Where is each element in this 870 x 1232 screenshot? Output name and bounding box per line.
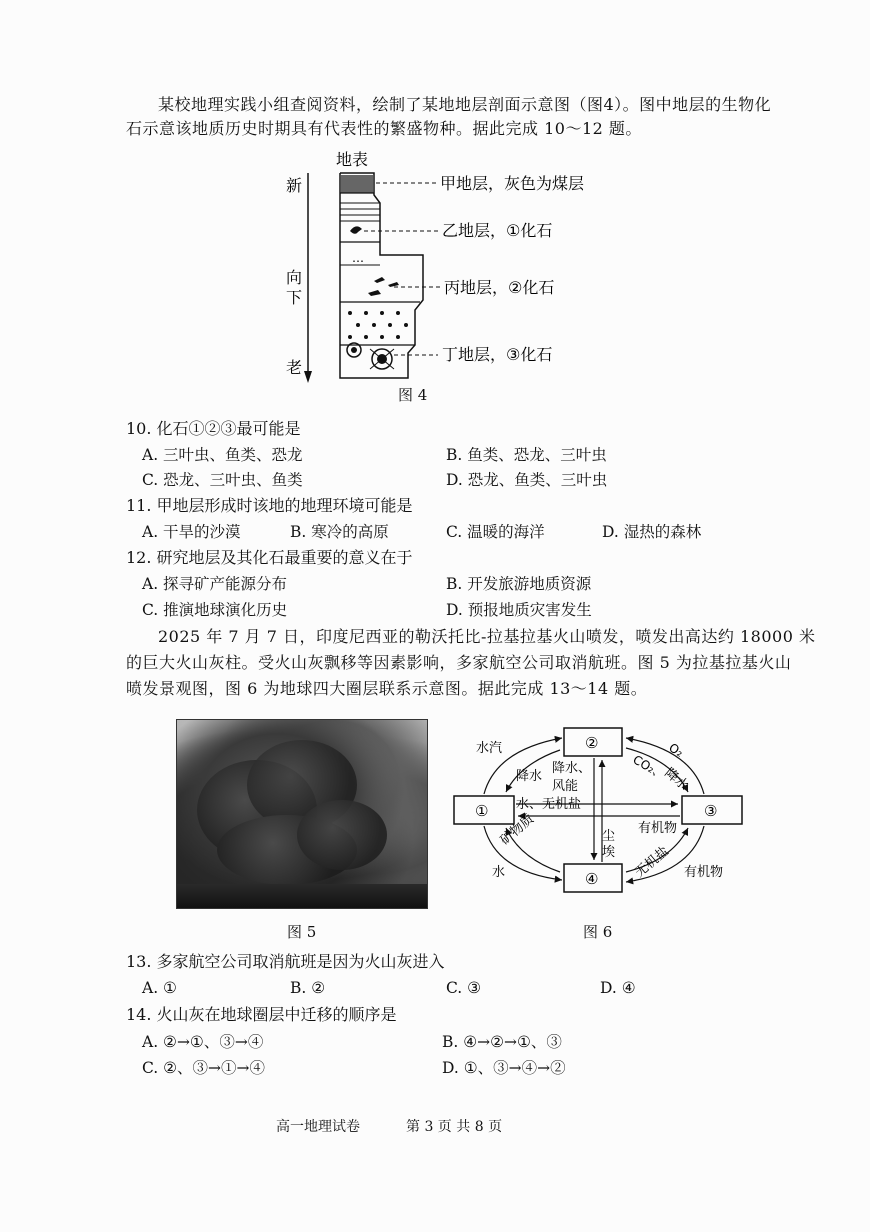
label-organic-bottom: 有机物 xyxy=(684,865,724,880)
box-2-label: ② xyxy=(585,734,599,752)
intro2-line-2: 的巨大火山灰柱。受火山灰飘移等因素影响，多家航空公司取消航班。图 5 为拉基拉基火山 xyxy=(126,653,792,672)
layer-b-label: 乙地层，①化石 xyxy=(442,221,553,240)
layer-a-label: 甲地层，灰色为煤层 xyxy=(440,174,585,193)
footer-exam-title: 高一地理试卷 xyxy=(276,1119,360,1135)
box-1-label: ① xyxy=(475,802,489,820)
intro2-line-3: 喷发景观图，图 6 为地球四大圈层联系示意图。据此完成 13～14 题。 xyxy=(126,679,648,698)
q11-stem: 11. 甲地层形成时该地的地理环境可能是 xyxy=(126,496,413,515)
figure-4-caption: 图 4 xyxy=(398,386,428,404)
figure-6-caption: 图 6 xyxy=(583,923,613,941)
intro2-line-1: 2025 年 7 月 7 日，印度尼西亚的勒沃托比-拉基拉基火山喷发，喷发出高达约 18000 米 xyxy=(158,627,816,646)
label-dust-2: 埃 xyxy=(602,845,616,860)
q10-stem: 10. 化石①②③最可能是 xyxy=(126,419,301,438)
surface-label: 地表 xyxy=(336,150,369,169)
figure-6-spheres-diagram xyxy=(446,718,762,918)
label-mineral: 矿物质 xyxy=(497,811,538,849)
q14-stem: 14. 火山灰在地球圈层中迁移的顺序是 xyxy=(126,1005,397,1024)
label-water-bottom: 水 xyxy=(492,865,506,880)
q11-option-a[interactable]: A. 干旱的沙漠 xyxy=(142,523,241,541)
label-water-salt: 水、无机盐 xyxy=(516,797,582,812)
label-organic-mid: 有机物 xyxy=(638,821,678,836)
q12-option-a[interactable]: A. 探寻矿产能源分布 xyxy=(142,575,288,593)
q14-option-d[interactable]: D. ①、③→④→② xyxy=(442,1059,566,1077)
q11-option-c[interactable]: C. 温暖的海洋 xyxy=(446,523,545,541)
fossil-2-icon-a xyxy=(374,277,385,283)
label-dust-1: 尘 xyxy=(602,829,616,844)
fossil-1-icon xyxy=(350,226,362,233)
q11-option-d[interactable]: D. 湿热的森林 xyxy=(602,523,702,541)
q12-option-d[interactable]: D. 预报地质灾害发生 xyxy=(446,601,592,619)
q14-option-b[interactable]: B. ④→②→①、③ xyxy=(442,1033,562,1051)
label-precip-right: 降水 xyxy=(661,765,691,794)
q13-option-c[interactable]: C. ③ xyxy=(446,979,482,997)
fossil-3-icon-b xyxy=(370,349,394,369)
sand-layer xyxy=(348,311,408,339)
label-precip-wind-1: 降水、 xyxy=(552,761,592,776)
intro-line-2: 石示意该地质历史时期具有代表性的繁盛物种。据此完成 10～12 题。 xyxy=(126,119,642,138)
q13-option-a[interactable]: A. ① xyxy=(142,979,177,997)
q10-option-c[interactable]: C. 恐龙、三叶虫、鱼类 xyxy=(142,471,303,489)
box-4-label: ④ xyxy=(585,870,599,888)
label-inorganic-salt: 无机盐 xyxy=(632,843,672,881)
label-water-vapor: 水汽 xyxy=(476,741,503,756)
new-label: 新 xyxy=(286,176,303,195)
fossil-2-icon-b xyxy=(388,282,399,287)
time-arrow-head xyxy=(304,371,312,383)
ellipsis: … xyxy=(352,251,364,265)
label-o2: O₂ xyxy=(666,740,686,760)
fossil-2-icon-c xyxy=(368,290,381,296)
q12-option-c[interactable]: C. 推演地球演化历史 xyxy=(142,601,288,619)
intro-line-1: 某校地理实践小组查阅资料，绘制了某地地层剖面示意图（图4）。图中地层的生物化 xyxy=(158,95,772,114)
layer-d-label: 丁地层，③化石 xyxy=(442,345,553,364)
label-precip-wind-2: 风能 xyxy=(552,779,579,794)
q13-stem: 13. 多家航空公司取消航班是因为火山灰进入 xyxy=(126,952,445,971)
label-co2: CO₂、 xyxy=(630,752,668,782)
coal-layer xyxy=(341,175,373,193)
layer-c-label: 丙地层，②化石 xyxy=(444,278,555,297)
q13-option-b[interactable]: B. ② xyxy=(290,979,326,997)
box-3-label: ③ xyxy=(704,802,718,820)
figure-5-caption: 图 5 xyxy=(287,923,317,941)
q13-option-d[interactable]: D. ④ xyxy=(600,979,636,997)
q14-option-a[interactable]: A. ②→①、③→④ xyxy=(142,1033,264,1051)
q12-stem: 12. 研究地层及其化石最重要的意义在于 xyxy=(126,548,413,567)
down-label-1: 向 xyxy=(286,268,303,287)
figure-4-strata-diagram xyxy=(270,145,590,390)
q14-option-c[interactable]: C. ②、③→①→④ xyxy=(142,1059,266,1077)
q10-option-d[interactable]: D. 恐龙、鱼类、三叶虫 xyxy=(446,471,608,489)
q12-option-b[interactable]: B. 开发旅游地质资源 xyxy=(446,575,592,593)
figure-5-volcano-photo xyxy=(176,719,428,909)
q11-option-b[interactable]: B. 寒冷的高原 xyxy=(290,523,389,541)
label-precip-left: 降水 xyxy=(516,769,543,784)
old-label: 老 xyxy=(286,358,303,377)
q10-option-a[interactable]: A. 三叶虫、鱼类、恐龙 xyxy=(142,446,303,464)
footer-page-number: 第 3 页 共 8 页 xyxy=(406,1119,503,1135)
down-label-2: 下 xyxy=(286,288,303,307)
q10-option-b[interactable]: B. 鱼类、恐龙、三叶虫 xyxy=(446,446,607,464)
